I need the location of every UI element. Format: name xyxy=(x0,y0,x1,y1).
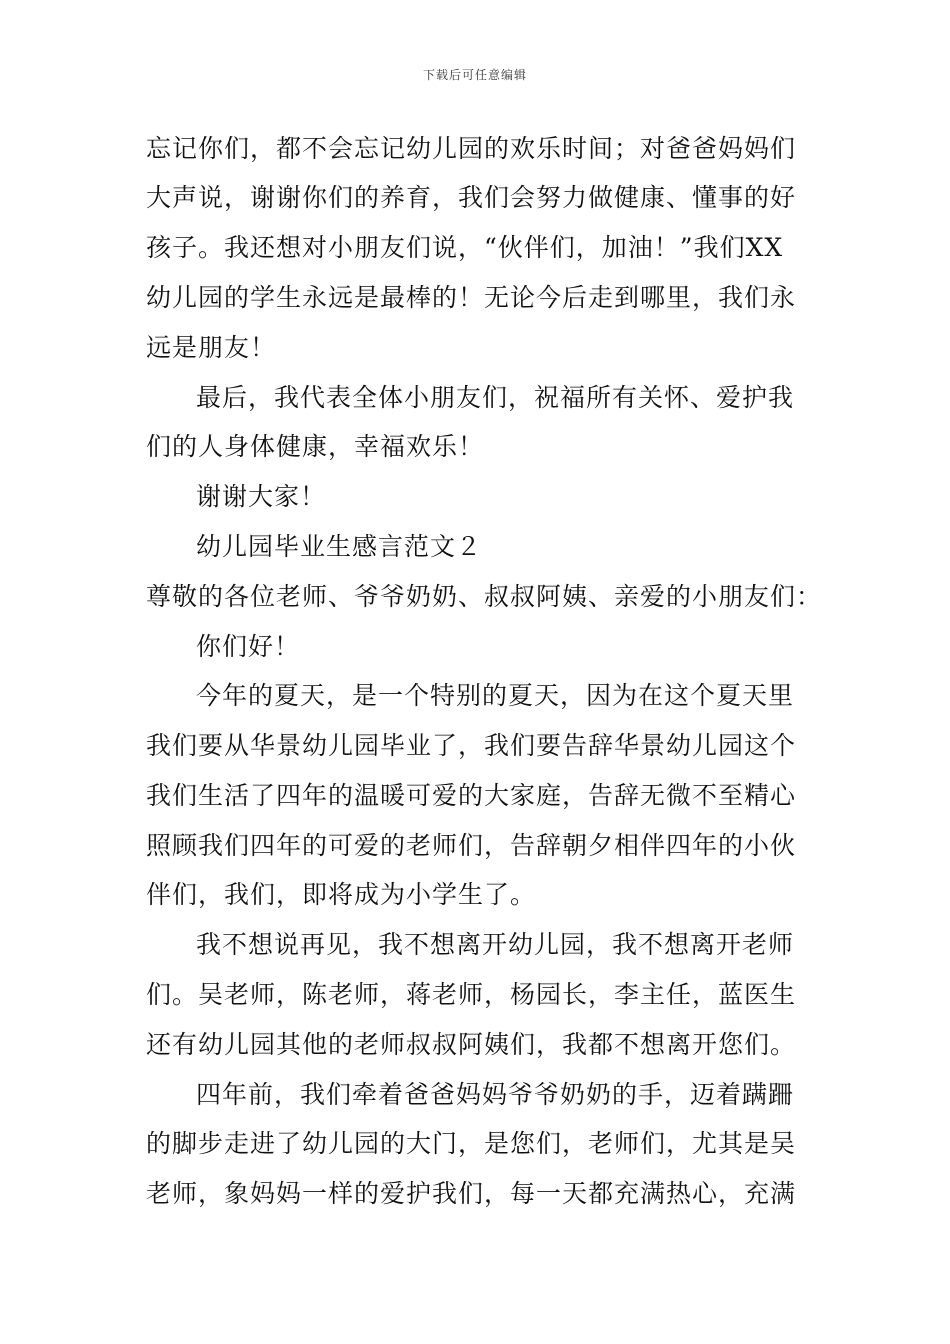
text-line: 的脚步走进了幼儿园的大门，是您们，老师们，尤其是吴 xyxy=(146,1129,797,1158)
section-title: 幼儿园毕业生感言范文２ xyxy=(196,532,483,561)
text-line: 我们要从华景幼儿园毕业了，我们要告辞华景幼儿园这个 xyxy=(146,731,797,760)
text-line: 伴们，我们，即将成为小学生了。 xyxy=(146,880,537,909)
text-line: 照顾我们四年的可爱的老师们，告辞朝夕相伴四年的小伙 xyxy=(146,831,797,860)
text-line: 今年的夏天，是一个特别的夏天，因为在这个夏天里 xyxy=(196,681,795,710)
text-line: 老师，象妈妈一样的爱护我们，每一天都充满热心，充满 xyxy=(146,1179,797,1208)
text-line: 远是朋友！ xyxy=(146,333,277,362)
text-line: 还有幼儿园其他的老师叔叔阿姨们，我都不想离开您们。 xyxy=(146,1030,797,1059)
text-line: 们。吴老师，陈老师，蒋老师，杨园长，李主任，蓝医生 xyxy=(146,980,797,1009)
text-line: 谢谢大家！ xyxy=(196,482,327,511)
text-line: 们的人身体健康，幸福欢乐！ xyxy=(146,432,485,461)
text-line: 四年前，我们牵着爸爸妈妈爷爷奶奶的手，迈着蹒跚 xyxy=(196,1080,795,1109)
text-line: 我不想说再见，我不想离开幼儿园，我不想离开老师 xyxy=(196,930,795,959)
text-line: 忘记你们，都不会忘记幼儿园的欢乐时间；对爸爸妈妈们 xyxy=(146,134,797,163)
text-line: 幼儿园的学生永远是最棒的！无论今后走到哪里，我们永 xyxy=(146,283,797,312)
text-line: 最后，我代表全体小朋友们，祝福所有关怀、爱护我 xyxy=(196,383,795,412)
page-header-note: 下载后可任意编辑 xyxy=(422,68,527,82)
salutation: 尊敬的各位老师、爷爷奶奶、叔叔阿姨、亲爱的小朋友们： xyxy=(146,582,823,611)
text-line: 孩子。我还想对小朋友们说，“伙伴们，加油！”我们XX xyxy=(146,233,784,262)
greeting: 你们好！ xyxy=(196,632,301,661)
text-line: 大声说，谢谢你们的养育，我们会努力做健康、懂事的好 xyxy=(146,183,797,212)
text-line: 我们生活了四年的温暖可爱的大家庭，告辞无微不至精心 xyxy=(146,781,797,810)
